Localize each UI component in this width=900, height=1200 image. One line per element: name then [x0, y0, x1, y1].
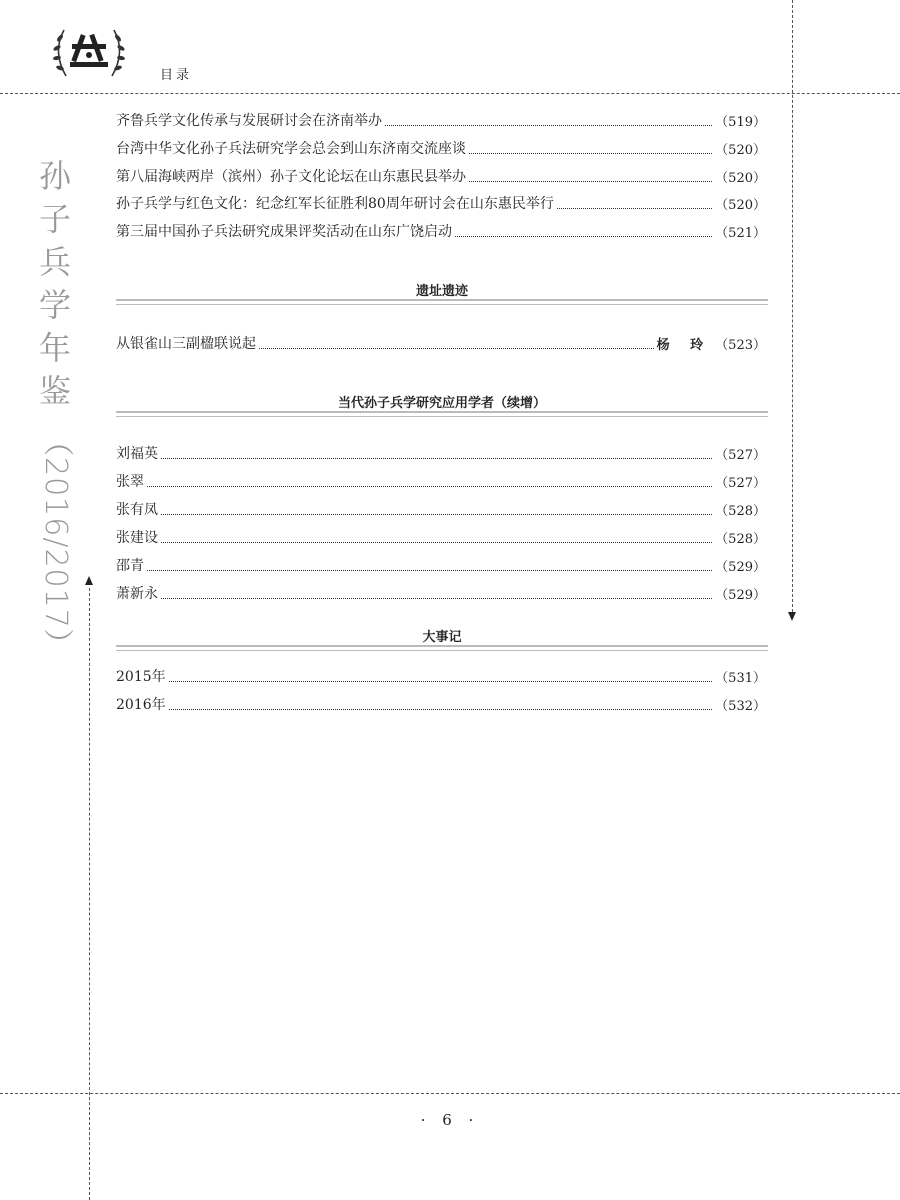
dot-leader: [147, 570, 712, 571]
toc-entry-page: （527）: [715, 476, 766, 491]
toc-entry[interactable]: [116, 138, 766, 158]
dot-leader: [469, 153, 712, 154]
toc-entry-title: 邵青: [116, 558, 144, 574]
toc-entry[interactable]: [116, 583, 766, 603]
spine-char: 孙: [38, 157, 71, 195]
toc-entry[interactable]: [116, 471, 766, 491]
section-title: 当代孙子兵学研究应用学者（续增）: [337, 396, 546, 411]
spine-char: 年: [38, 329, 71, 367]
dot-leader: [455, 236, 712, 237]
toc-entry-title: 台湾中华文化孙子兵法研究学会总会到山东济南交流座谈: [116, 141, 466, 157]
section-rule: [116, 304, 768, 305]
toc-entry[interactable]: [116, 110, 766, 130]
dot-leader: [161, 598, 712, 599]
section-heading-scholars: [116, 392, 768, 422]
top-trim-line: [0, 93, 900, 94]
dot-leader: [385, 125, 712, 126]
toc-entry-title: 孙子兵学与红色文化：纪念红军长征胜利80周年研讨会在山东惠民举行: [116, 196, 554, 212]
toc-entry[interactable]: [116, 443, 766, 463]
toc-entry[interactable]: [116, 166, 766, 186]
toc-entry-page: （520）: [715, 171, 766, 186]
toc-entry-page: （529）: [715, 560, 766, 575]
toc-entry[interactable]: [116, 527, 766, 547]
toc-entry[interactable]: [116, 221, 766, 241]
spine-title: [30, 157, 80, 660]
toc-entry-page: （520）: [715, 143, 766, 158]
toc-entry[interactable]: [116, 193, 766, 213]
toc-entry[interactable]: [116, 694, 766, 714]
up-arrow-icon: [85, 576, 93, 585]
toc-entry-title: 第三届中国孙子兵法研究成果评奖活动在山东广饶启动: [116, 224, 452, 240]
dot-leader: [557, 208, 712, 209]
dot-leader: [161, 458, 712, 459]
toc-entry-page: （519）: [715, 115, 766, 130]
dot-leader: [161, 542, 712, 543]
toc-entry-title: 2016年: [116, 697, 166, 713]
section-title: 遗址遗迹: [415, 284, 468, 299]
section-rule: [116, 416, 768, 417]
toc-entry-title: 张翠: [116, 474, 144, 490]
toc-entry-page: （529）: [715, 588, 766, 603]
section-rule: [116, 650, 768, 651]
right-fold-line: [792, 0, 793, 612]
toc-entry[interactable]: [116, 333, 766, 353]
toc-entry-title: 齐鲁兵学文化传承与发展研讨会在济南举办: [116, 113, 382, 129]
toc-entry[interactable]: [116, 555, 766, 575]
dot-leader: [169, 709, 713, 710]
toc-entry-title: 2015年: [116, 669, 166, 685]
toc-entry-page: （527）: [715, 448, 766, 463]
toc-entry-page: （532）: [715, 699, 766, 714]
section-rule: [116, 299, 768, 301]
toc-entry-page: （523）: [715, 338, 766, 353]
spine-char: 鉴: [38, 372, 71, 410]
section-title: 大事记: [422, 630, 462, 645]
section-rule: [116, 411, 768, 413]
spine-char: 子: [38, 200, 71, 238]
toc-entry-title: 萧新永: [116, 586, 158, 602]
toc-entry-title: 张建设: [116, 530, 158, 546]
dot-leader: [169, 681, 713, 682]
spine-year: （2016/2017）: [38, 426, 73, 660]
toc-entry-page: （528）: [715, 504, 766, 519]
header-section-label: 目录: [160, 68, 193, 83]
left-fold-line: [89, 588, 90, 1200]
toc-entry-page: （521）: [715, 226, 766, 241]
dot-leader: [469, 181, 712, 182]
page-number: · 6 ·: [420, 1111, 480, 1129]
laurel-emblem-icon: [50, 22, 128, 84]
toc-entry-title: 张有凤: [116, 502, 158, 518]
toc-entry-title: 第八届海峡两岸（滨州）孙子文化论坛在山东惠民县举办: [116, 169, 466, 185]
toc-entry[interactable]: [116, 666, 766, 686]
toc-entry-page: （528）: [715, 532, 766, 547]
section-rule: [116, 645, 768, 647]
down-arrow-icon: [788, 612, 796, 621]
toc-entry-title: 刘福英: [116, 446, 158, 462]
section-heading-events: [116, 626, 768, 656]
toc-entry-author: 杨 玲: [656, 338, 712, 353]
spine-char: 学: [38, 286, 71, 324]
bottom-trim-line: [0, 1093, 900, 1094]
dot-leader: [161, 514, 712, 515]
section-heading-sites: [116, 280, 768, 310]
dot-leader: [147, 486, 712, 487]
dot-leader: [259, 348, 654, 349]
toc-entry-page: （531）: [715, 671, 766, 686]
toc-entry-page: （520）: [715, 198, 766, 213]
toc-entry-title: 从银雀山三副楹联说起: [116, 336, 256, 352]
spine-char: 兵: [38, 243, 71, 281]
toc-entry[interactable]: [116, 499, 766, 519]
